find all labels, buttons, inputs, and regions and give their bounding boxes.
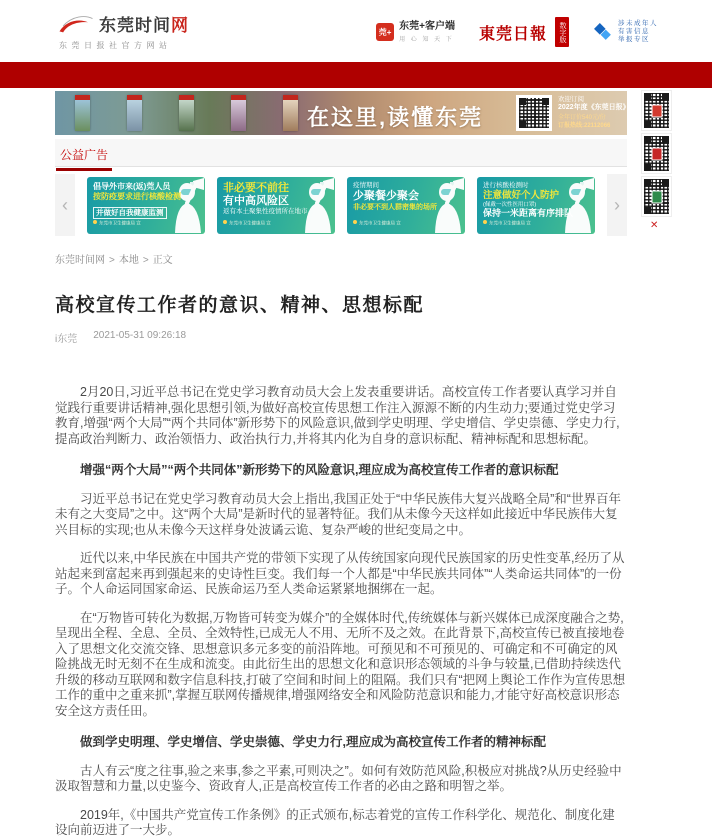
psa-card[interactable] [87, 177, 205, 234]
article-body [55, 385, 627, 839]
main-nav-bar [0, 62, 712, 88]
psa-card-line: 注意做好个人防护 [483, 189, 560, 201]
health-bureau-logo-icon [93, 220, 97, 224]
psa-card-text [353, 182, 449, 212]
banner-qr-code [516, 95, 552, 131]
psa-card-line: 疫情期间 [353, 181, 379, 189]
app-badge-label: 东莞+客户端 [399, 21, 455, 32]
minor-harmful-info-report-badge[interactable] [593, 20, 658, 44]
site-title: 东莞时间网 [99, 15, 189, 35]
qr-code-wechat [641, 176, 672, 217]
dongguan-plus-app-badge[interactable] [376, 21, 455, 43]
article-subheading: 增强“两个大局”“两个共同体”新形势下的风险意识,理应成为高校宣传工作者的意识标配 [80, 463, 559, 477]
app-badge-slogan: 用 心 知 天 下 [399, 37, 454, 43]
digital-edition-tag: 数字版 [555, 17, 569, 47]
psa-card-line: 有中高风险区 [223, 194, 289, 207]
header-badges [376, 17, 658, 47]
logo-swoosh-icon [57, 14, 95, 36]
psa-section-title: 公益广告 [56, 139, 112, 171]
banner-headline: 在这里,读懂东莞 [307, 105, 484, 130]
psa-card-line: 非必要不到人群密集的场所 [353, 203, 437, 211]
dongguan-plus-app-icon: 莞+ [376, 23, 394, 41]
breadcrumb [55, 251, 627, 266]
article-paragraph: 近代以来,中华民族在中国共产党的带领下实现了从传统国家向现代民族国家的历史性变革,经历了从站起来到富起来再到强起来的史诗性巨变。我们每一个人都是“中华民族共同体”“人类命运共同体”的一份子。个人命运同国家命运、民族命运乃至人类命运紧紧地捆绑在一起。 [55, 551, 625, 596]
subscription-banner[interactable] [55, 91, 630, 135]
article-paragraph: 古人有云“度之往事,验之来事,参之平素,可则决之”。如何有效防范风险,积极应对挑战?从历史经验中汲取智慧和力量,以史鉴今、资政育人,正是高校宣传工作者的必由之路和明智之举。 [55, 763, 622, 793]
psa-card-footer [223, 214, 285, 232]
health-bureau-logo-icon [223, 220, 227, 224]
site-logo[interactable] [57, 14, 189, 51]
main-content [55, 91, 630, 839]
psa-card-line: 并做好自我健康监测 [93, 207, 167, 219]
carousel-prev-button[interactable]: ‹ [55, 174, 75, 236]
psa-card-line: 进行核酸检测时 [483, 181, 529, 189]
psa-card-footer-text: 东莞市卫生健康局 宣 [489, 221, 531, 226]
psa-card-footer-text: 东莞市卫生健康局 宣 [229, 221, 271, 226]
psa-card-line: 倡导外市来(返)莞人员 [93, 181, 171, 191]
psa-card-line: (佩戴一次性医用口罩) [483, 201, 537, 208]
psa-card-footer-text: 东莞市卫生健康局 宣 [359, 221, 401, 226]
psa-card-footer [353, 214, 415, 232]
psa-card-text [223, 182, 319, 216]
psa-card-line: 保持一米距离有序排队 [483, 207, 574, 218]
health-bureau-logo-icon [483, 220, 487, 224]
app-phone-mockup [283, 95, 298, 131]
breadcrumb-item[interactable]: 东莞时间网 [55, 255, 105, 266]
app-phone-mockup [179, 95, 194, 131]
health-bureau-logo-icon [353, 220, 357, 224]
qr-code-daily [641, 133, 672, 174]
breadcrumb-item[interactable]: 本地 [118, 255, 139, 266]
carousel-next-button[interactable]: › [607, 174, 627, 236]
app-phone-mockup [231, 95, 246, 131]
app-phone-mockup [75, 95, 90, 131]
qr-rail-close-icon[interactable]: ✕ [650, 220, 659, 231]
psa-card[interactable] [477, 177, 595, 234]
app-phone-mockup [127, 95, 142, 131]
psa-card-footer [93, 214, 155, 232]
breadcrumb-separator: > [142, 255, 149, 266]
psa-card-line: 按防疫要求进行核酸检测 [93, 191, 181, 201]
banner-subscription-info: 欢迎订阅 2022年度《东莞日报》 全年订价540元/份 订报热线:22112066 [558, 96, 630, 129]
psa-section-header [55, 139, 627, 167]
article-timestamp: 2021-05-31 09:26:18 [93, 330, 187, 341]
psa-card-line: 非必要不前往 [223, 181, 289, 194]
psa-card[interactable] [347, 177, 465, 234]
psa-card-line: 返有本土聚集性疫情所在地市 [223, 207, 308, 215]
psa-carousel [55, 174, 627, 236]
psa-card-footer-text: 东莞市卫生健康局 宣 [99, 221, 141, 226]
psa-card-list [87, 177, 595, 234]
breadcrumb-separator: > [109, 255, 115, 266]
article-source: i东莞 [55, 334, 78, 345]
article-title: 高校宣传工作者的意识、精神、思想标配 [55, 295, 425, 316]
daily-paper-wordmark: 東莞日報 [478, 25, 547, 43]
article-paragraph: 在“万物皆可转化为数据,万物皆可转变为媒介”的全媒体时代,传统媒体与新兴媒体已成深度融合之势,呈现出全程、全息、全员、全效特性,已成无人不用、无所不及之效。在此背景下,高校宣传已被直接地卷入了思想文化交流交锋、思想意识多元多变的前沿阵地。可预见和不可预见的、可确定和不可确定的风险挑战无时无刻不在生成和流变。由此衍生出的思想文化和意识形态领域的斗争与较量,已借助持续迭代升级的移动互联网和数字信息科技,打破了空间和时间上的阻隔。我们只有“把网上舆论工作作为宣传思想工作的重中之重来抓”,掌握互联网传播规律,增强网络安全和风险防范意识和能力,才能守好高校意识形态安全这方责任田。 [55, 610, 626, 718]
report-diamond-icon [593, 22, 613, 42]
article-paragraph: 2019年,《中国共产党宣传工作条例》的正式颁布,标志着党的宣传工作科学化、规范化、制度化建设向前迈进了一大步。 [55, 807, 615, 837]
qr-code-app [641, 90, 672, 131]
psa-card[interactable] [217, 177, 335, 234]
site-subtitle: 东莞日报社官方网站 [59, 40, 172, 50]
psa-card-line: 少聚餐少聚会 [353, 189, 419, 202]
article-subheading: 做到学史明理、学史增信、学史崇德、学史力行,理应成为高校宣传工作者的精神标配 [80, 735, 546, 749]
article-paragraph: 2月20日,习近平总书记在党史学习教育动员大会上发表重要讲话。高校宣传工作者要认真学习并自觉践行重要讲话精神,强化思想引领,为做好高校宣传思想工作注入源源不断的内生动力;要通过党史学习教育,增强“两个大局”“两个共同体”新形势下的风险意识,做到学史明理、学史增信、学史崇德、学史力行,提高政治判断力、政治领悟力、政治执行力,并将其内化为自身的意识标配、精神标配和思想标配。 [55, 385, 620, 446]
article-meta [55, 330, 627, 345]
dongguan-daily-digital-badge[interactable] [479, 17, 569, 47]
psa-card-footer [483, 214, 545, 232]
article-paragraph: 习近平总书记在党史学习教育动员大会上指出,我国正处于“中华民族伟大复兴战略全局”和“世界百年未有之大变局”之中。这“两个大局”是新时代的显著特征。我们从未像今天这样如此接近中华民族伟大复兴目标的实现;也从未像今天这样身处波谲云诡、复杂严峻的世纪变局之中。 [55, 491, 621, 537]
site-header [0, 0, 712, 62]
breadcrumb-item: 正文 [152, 255, 173, 266]
report-badge-text: 涉未成年人 有害信息 举报专区 [618, 20, 658, 43]
floating-qr-rail [641, 90, 672, 231]
